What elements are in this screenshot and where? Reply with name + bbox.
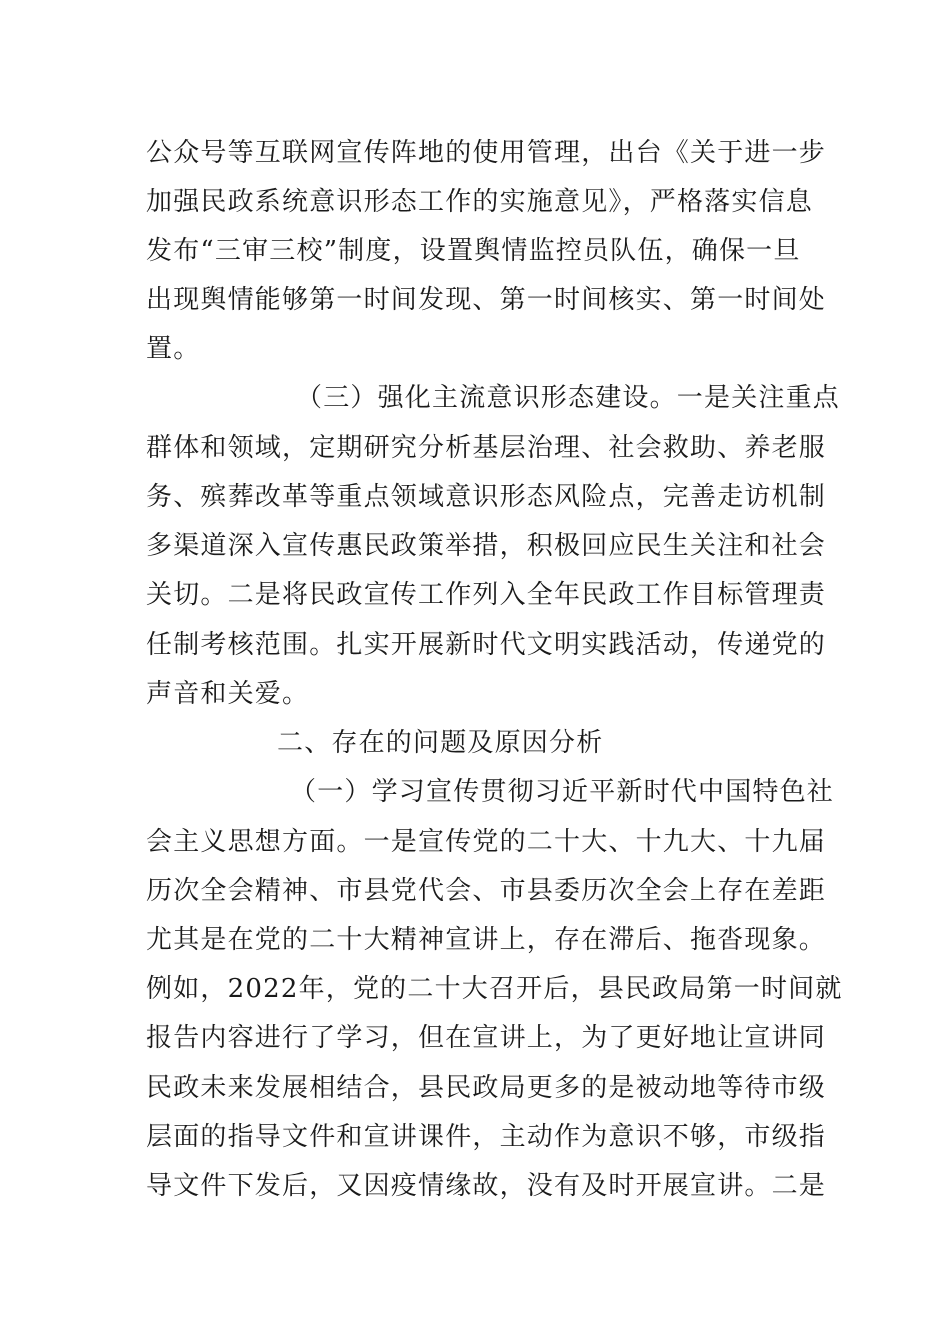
text-line: 尤其是在党的二十大精神宣讲上，存在滞后、拖沓现象。 (146, 925, 827, 955)
text-line: 发布“三审三校”制度，设置舆情监控员队伍，确保一旦 (146, 236, 801, 266)
text-line: 民政未来发展相结合，县民政局更多的是被动地等待市级 (146, 1073, 827, 1103)
text-line: 关切。二是将民政宣传工作列入全年民政工作目标管理责 (146, 580, 827, 610)
section-heading-3: （三）强化主流意识形态建设。一是关注重点 (296, 383, 841, 413)
text-line: 会主义思想方面。一是宣传党的二十大、十九大、十九届 (146, 827, 827, 857)
text-line: 出现舆情能够第一时间发现、第一时间核实、第一时间处 (146, 285, 827, 315)
text-line: 历次全会精神、市县党代会、市县委历次全会上存在差距 (146, 876, 827, 906)
text-line: 置。 (146, 334, 201, 364)
text-line: 多渠道深入宣传惠民政策举措，积极回应民生关注和社会 (146, 531, 827, 561)
text-line: 任制考核范围。扎实开展新时代文明实践活动，传递党的 (146, 630, 827, 660)
text-line: 公众号等互联网宣传阵地的使用管理，出台《关于进一步 (146, 138, 827, 168)
text-line: 导文件下发后，又因疫情缘故，没有及时开展宣讲。二是 (146, 1171, 827, 1201)
section-heading: 二、存在的问题及原因分析 (277, 728, 604, 758)
text-line: 加强民政系统意识形态工作的实施意见》，严格落实信息 (146, 187, 814, 217)
text-line: 例如，2022年，党的二十大召开后，县民政局第一时间就 (146, 974, 843, 1004)
text-line: 务、殡葬改革等重点领域意识形态风险点，完善走访机制 (146, 482, 827, 512)
text-line: 报告内容进行了学习，但在宣讲上，为了更好地让宣讲同 (146, 1023, 827, 1053)
text-line: 层面的指导文件和宣讲课件，主动作为意识不够，市级指 (146, 1122, 827, 1152)
subsection-heading-1: （一）学习宣传贯彻习近平新时代中国特色社 (290, 777, 835, 807)
text-line: 群体和领域，定期研究分析基层治理、社会救助、养老服 (146, 433, 827, 463)
text-line: 声音和关爱。 (146, 679, 310, 709)
